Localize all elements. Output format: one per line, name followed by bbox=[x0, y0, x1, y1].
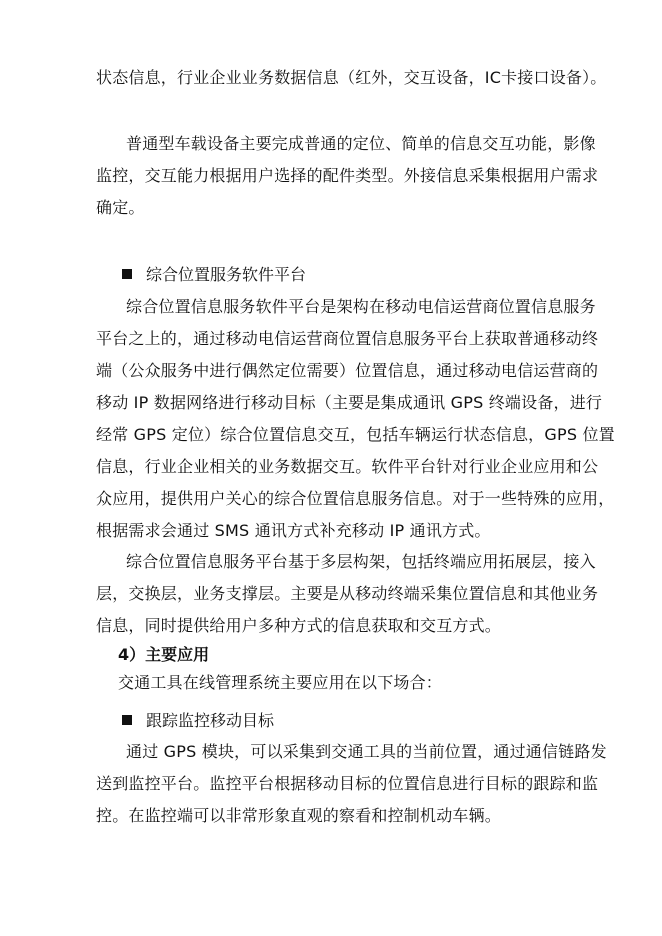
section-heading: 4）主要应用 bbox=[118, 645, 210, 664]
paragraph-line: 端（公众服务中进行偶然定位需要）位置信息，通过移动电信运营商的 bbox=[96, 361, 599, 380]
paragraph-line: 控。在监控端可以非常形象直观的察看和控制机动车辆。 bbox=[96, 806, 502, 825]
paragraph-line: 交通工具在线管理系统主要应用在以下场合： bbox=[118, 673, 443, 692]
bullet-item-tracking bbox=[122, 710, 274, 732]
paragraph-line: 监控，交互能力根据用户选择的配件类型。外接信息采集根据用户需求 bbox=[96, 166, 599, 185]
paragraph-line: 普通型车载设备主要完成普通的定位、简单的信息交互功能，影像 bbox=[126, 134, 596, 153]
paragraph-line: 移动 IP 数据网络进行移动目标（主要是集成通讯 GPS 终端设备，进行 bbox=[96, 393, 603, 412]
paragraph-line: 平台之上的，通过移动电信运营商位置信息服务平台上获取普通移动终 bbox=[96, 329, 599, 348]
paragraph-line: 根据需求会通过 SMS 通讯方式补充移动 IP 通讯方式。 bbox=[96, 521, 491, 540]
paragraph-line: 信息，行业企业相关的业务数据交互。软件平台针对行业企业应用和公 bbox=[96, 457, 599, 476]
bullet-text: 跟踪监控移动目标 bbox=[146, 711, 275, 730]
paragraph-line: 通过 GPS 模块，可以采集到交通工具的当前位置，通过通信链路发 bbox=[126, 742, 607, 761]
paragraph-line: 确定。 bbox=[96, 198, 145, 217]
square-bullet-icon bbox=[122, 269, 132, 279]
bullet-item-platform bbox=[122, 264, 306, 286]
paragraph-line: 综合位置信息服务平台基于多层构架，包括终端应用拓展层，接入 bbox=[126, 552, 596, 571]
paragraph-line: 综合位置信息服务软件平台是架构在移动电信运营商位置信息服务 bbox=[126, 297, 596, 316]
square-bullet-icon bbox=[122, 715, 132, 725]
bullet-text: 综合位置服务软件平台 bbox=[146, 265, 307, 284]
paragraph-line: 送到监控平台。监控平台根据移动目标的位置信息进行目标的跟踪和监 bbox=[96, 774, 599, 793]
paragraph-line: 状态信息，行业企业业务数据信息（红外，交互设备，IC卡接口设备）。 bbox=[96, 68, 607, 87]
paragraph-line: 经常 GPS 定位）综合位置信息交互，包括车辆运行状态信息，GPS 位置 bbox=[96, 425, 615, 444]
paragraph-line: 众应用，提供用户关心的综合位置信息服务信息。对于一些特殊的应用， bbox=[96, 489, 615, 508]
paragraph-line: 层，交换层，业务支撑层。主要是从移动终端采集位置信息和其他业务 bbox=[96, 584, 599, 603]
paragraph-line: 信息，同时提供给用户多种方式的信息获取和交互方式。 bbox=[96, 616, 502, 635]
